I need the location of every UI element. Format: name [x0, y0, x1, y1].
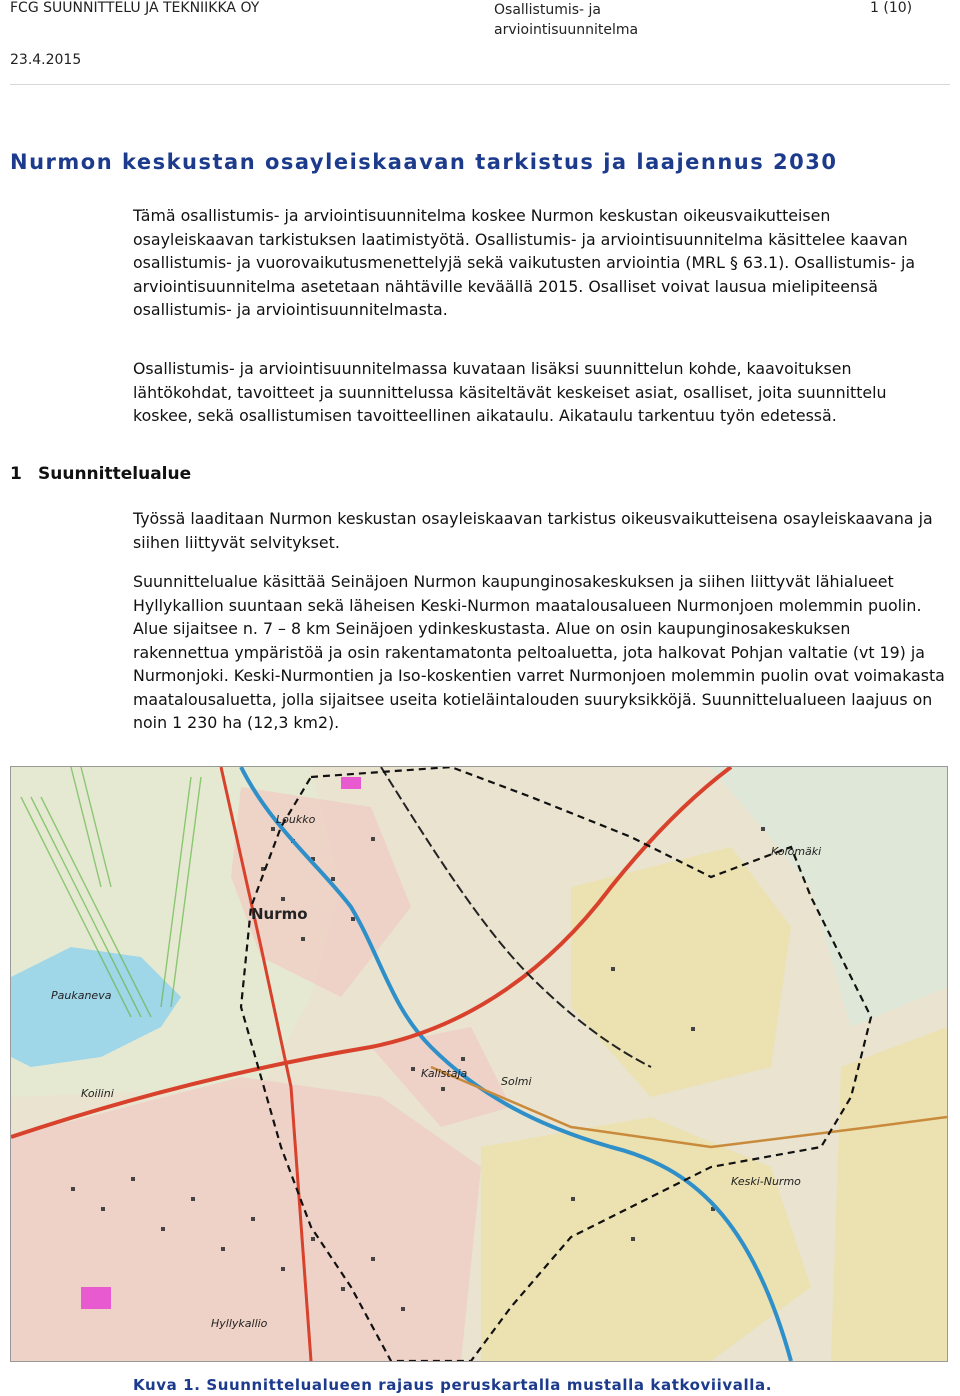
- section-paragraph-1: Työssä laaditaan Nurmon keskustan osayleiskaavan tarkistus oikeusvaikutteisena osayleiskaavana ja siihen liittyvät selvitykset.: [133, 509, 933, 552]
- map-label-kolomaki: Kolomäki: [771, 845, 822, 858]
- header-company: FCG SUUNNITTELU JA TEKNIIKKA OY: [10, 0, 260, 16]
- public-building-block: [81, 1287, 111, 1309]
- map-label-kalistaja: Kalistaja: [421, 1067, 468, 1080]
- map-label-loukko: Loukko: [276, 813, 316, 826]
- map-label-keski-nurmo: Keski-Nurmo: [731, 1175, 801, 1188]
- map-label-nurmo: Nurmo: [251, 905, 308, 923]
- public-building-block-north: [341, 777, 361, 789]
- section-paragraph-2: Suunnittelualue käsittää Seinäjoen Nurmon kaupunginosakeskuksen ja siihen liittyvät lähialueet Hyllykallion suuntaan sekä läheisen Keski-Nurmon maatalousalueen Nurmonjoen molemmin puolin. Alue sijaitsee n. 7 – 8 km Seinäjoen ydinkeskustasta. Alue on osin kaupunginosakeskuksen rakennettua ympäristöä ja osin rakentamatonta peltoaluetta, jota halkovat Pohjan valtatie (vt 19) ja Nurmonjoki. Keski-Nurmontien ja Iso-koskentien varret Nurmonjoen molemmin puolin ovat voimakasta maatalousaluetta, jolla sijaitsee useita kotieläintalouden suuryksikköjä. Suunnittelualueen laajuus on noin 1 230 ha (12,3 km2).: [133, 572, 945, 732]
- section-title: Suunnittelualue: [38, 464, 192, 484]
- intro-paragraph-1: Tämä osallistumis- ja arviointisuunnitelma koskee Nurmon keskustan oikeusvaikutteisen osayleiskaavan tarkistuksen laatimistyötä. Osallistumis- ja arviointisuunnitelma käsittelee kaavan osallistumis- ja vuorovaikutusmenettelyjä sekä vaikutusten arviointia (MRL § 63.1). Osallistumis- ja arviointisuunnitelma asetetaan nähtäville keväällä 2015. Osalliset voivat lausua mielipiteensä osallistumis- ja arviointisuunnitelmasta.: [133, 206, 916, 319]
- map-label-hyllykallio: Hyllykallio: [211, 1317, 268, 1330]
- map-label-solmi: Solmi: [501, 1075, 532, 1088]
- map-label-koilini: Koilini: [81, 1087, 114, 1100]
- header-divider: [10, 84, 950, 85]
- header-date: 23.4.2015: [10, 52, 82, 68]
- header-page-number: 1 (10): [870, 0, 913, 16]
- intro-paragraph-2: Osallistumis- ja arviointisuunnitelmassa kuvataan lisäksi suunnittelun kohde, kaavoituksen lähtökohdat, tavoitteet ja suunnittelussa käsiteltävät keskeiset asiat, osalliset, joita suunnittelu koskee, sekä osallistumisen tavoitteellinen aikataulu. Aikataulu tarkentuu työn edetessä.: [133, 359, 887, 425]
- base-map: [10, 766, 948, 1362]
- map-label-paukaneva: Paukaneva: [51, 989, 112, 1002]
- section-number: 1: [10, 464, 22, 484]
- document-title: Nurmon keskustan osayleiskaavan tarkistus ja laajennus 2030: [10, 150, 838, 174]
- section-heading: [10, 464, 191, 484]
- figure-caption: Kuva 1. Suunnittelualueen rajaus peruskartalla mustalla katkoviivalla.: [133, 1376, 773, 1394]
- field-area-east: [831, 1027, 947, 1361]
- header-document-type: Osallistumis- ja arviointisuunnitelma: [494, 2, 639, 38]
